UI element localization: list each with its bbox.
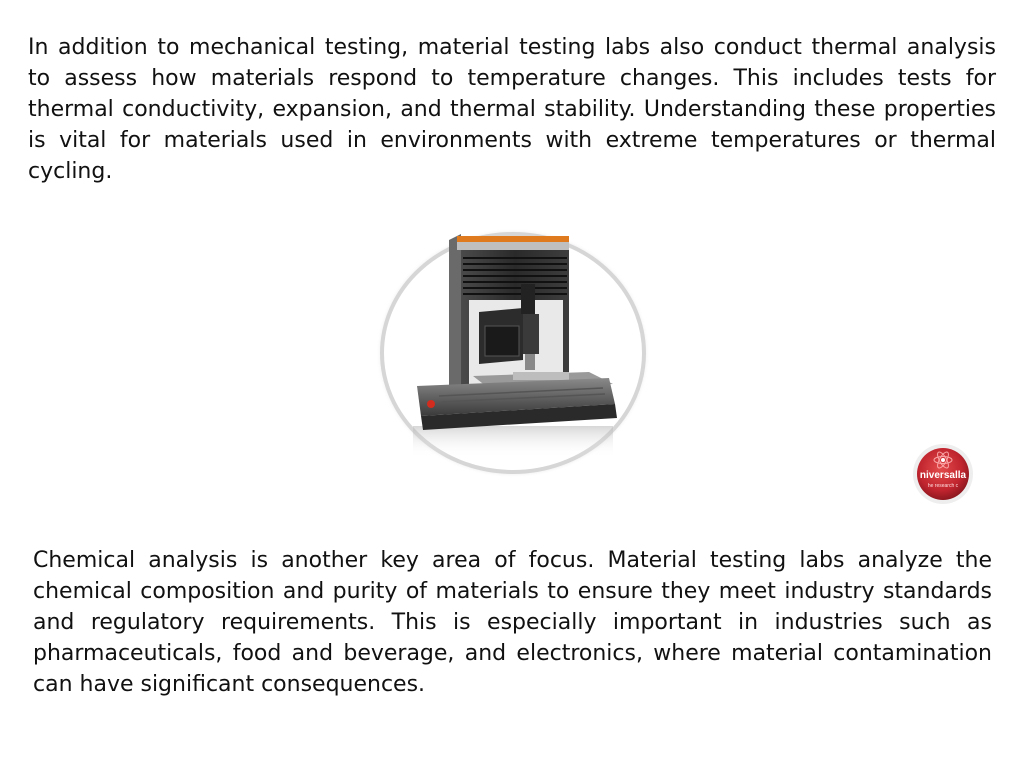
- testing-machine-image: [373, 226, 653, 480]
- paragraph-chemical-analysis: Chemical analysis is another key area of focus. Material testing labs analyze the chemical composition and purity of materials to ensure they meet industry standards and regulatory requirements. This is especially important in industries such as pharmaceuticals, food and beverage, and electronics, where material contamination can have significant consequences.: [33, 548, 992, 697]
- logo-text: niversalla: [919, 470, 967, 481]
- paragraph-thermal-analysis: In addition to mechanical testing, material testing labs also conduct thermal analysis to assess how materials respond to temperature changes. This includes tests for thermal conductivity, expansion, and thermal stability. Understanding these properties is vital for materials used in environments with extreme temperatures or thermal cycling.: [28, 35, 996, 184]
- logo-tagline: he research c: [927, 483, 959, 489]
- company-logo[interactable]: [910, 442, 976, 506]
- atom-logo-icon: [910, 442, 976, 506]
- testing-machine-illustration: [373, 226, 653, 480]
